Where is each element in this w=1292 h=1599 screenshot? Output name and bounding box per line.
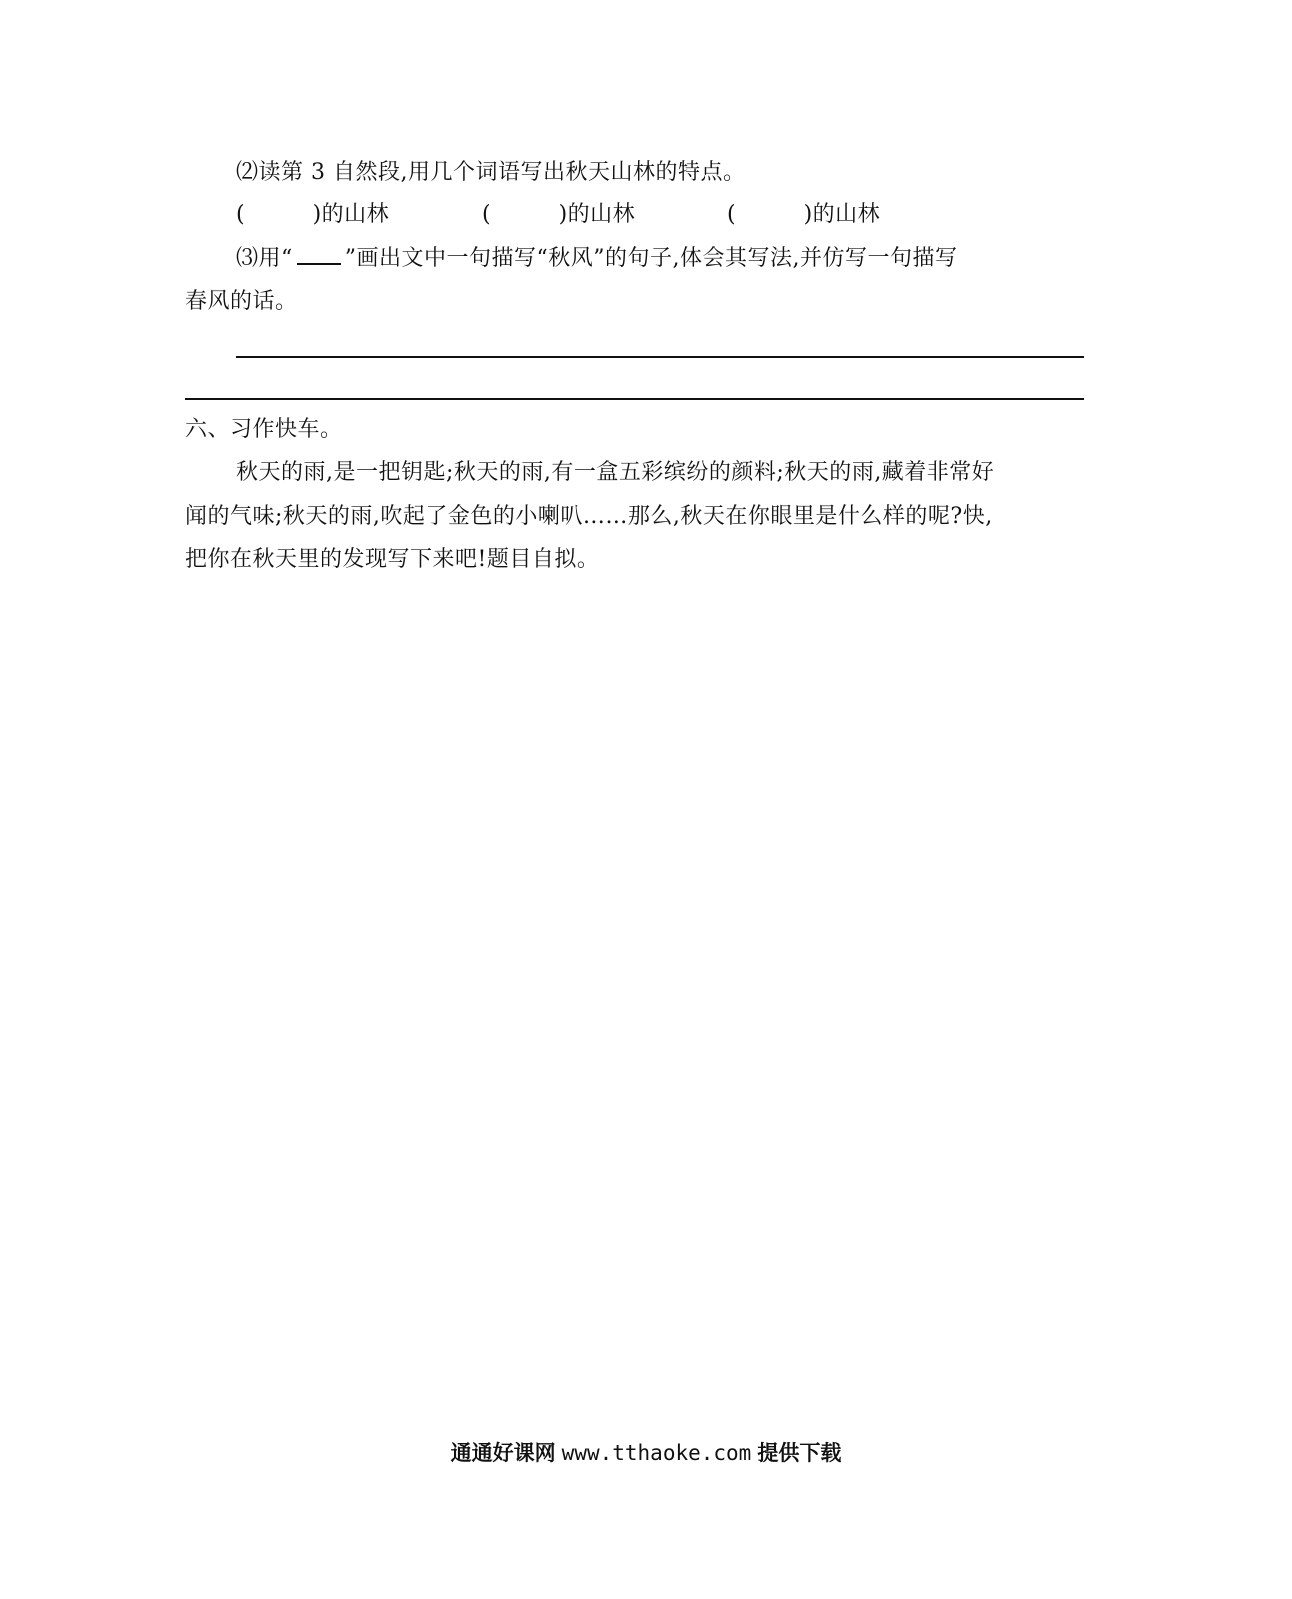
section6-line-2: 闻的气味;秋天的雨,吹起了金色的小喇叭……那么,秋天在你眼里是什么样的呢?快, — [185, 504, 993, 529]
q3-prompt-start: ⑶用“ — [236, 246, 293, 271]
q2-blank-3: ( )的山林 — [727, 202, 881, 227]
footer-url[interactable]: www.tthaoke.com — [561, 1441, 752, 1465]
section6-heading: 六、习作快车。 — [185, 417, 343, 442]
q3-prompt-rest: ”画出文中一句描写“秋风”的句子,体会其写法,并仿写一句描写 — [344, 246, 958, 271]
q2-prompt: ⑵读第 3 自然段,用几个词语写出秋天山林的特点。 — [236, 160, 746, 185]
q2-blank-2: ( )的山林 — [482, 202, 636, 227]
q3-underline-sample — [297, 243, 341, 265]
footer-site-name: 通通好课网 — [450, 1440, 556, 1465]
answer-line-1[interactable] — [236, 356, 1084, 358]
section6-line-1: 秋天的雨,是一把钥匙;秋天的雨,有一盒五彩缤纷的颜料;秋天的雨,藏着非常好 — [236, 460, 995, 485]
q3-prompt-line2: 春风的话。 — [185, 289, 298, 314]
section6-line-3: 把你在秋天里的发现写下来吧!题目自拟。 — [185, 547, 600, 572]
footer — [0, 1438, 1292, 1468]
q2-blank-1: ( )的山林 — [236, 202, 390, 227]
q3-prompt-line1 — [236, 243, 957, 274]
answer-line-2[interactable] — [185, 398, 1084, 400]
footer-suffix: 提供下载 — [757, 1440, 842, 1465]
